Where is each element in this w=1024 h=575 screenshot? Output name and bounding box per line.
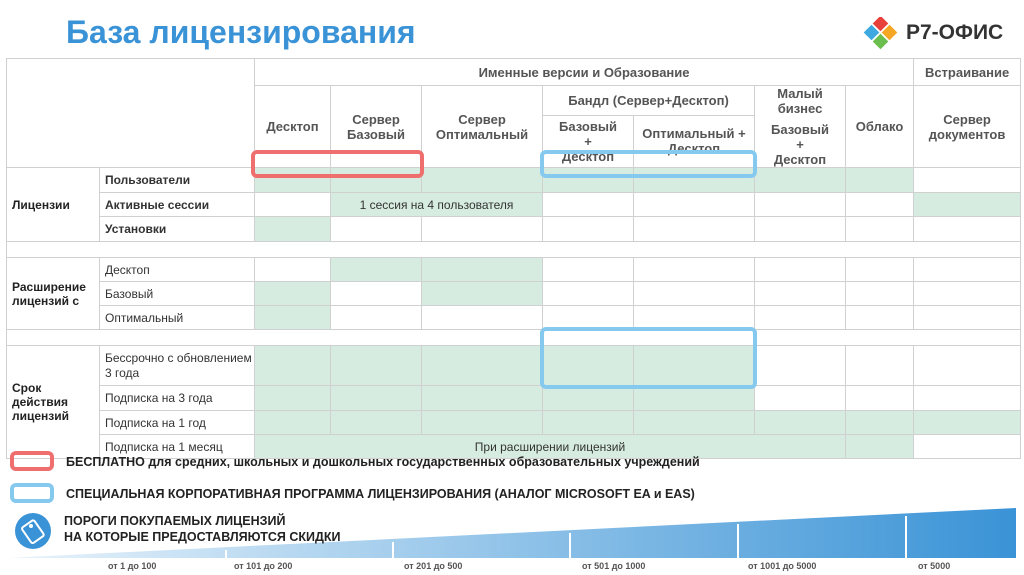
row-perpetual: Бессрочно с обновлением 3 года	[100, 346, 255, 386]
header-cloud: Облако	[846, 86, 914, 168]
thresholds-title-line2: НА КОТОРЫЕ ПРЕДОСТАВЛЯЮТСЯ СКИДКИ	[64, 530, 341, 544]
logo-text: Р7-ОФИС	[906, 21, 1004, 44]
header-doc-server: Сервер документов	[914, 86, 1021, 168]
header-bundle: Бандл (Сервер+Десктоп)	[543, 86, 755, 116]
sub1m-note: При расширении лицензий	[255, 435, 846, 459]
threshold-tick: от 1 до 100	[108, 561, 157, 571]
legend-red-swatch	[10, 451, 54, 471]
header-bundle-optimal: Оптимальный + Десктоп	[634, 115, 755, 167]
header-small-business	[755, 86, 846, 168]
header-server-optimal: Сервер Оптимальный	[422, 86, 543, 168]
licensing-table	[6, 58, 1021, 459]
row-ext-desktop: Десктоп	[100, 258, 255, 282]
discount-tag-icon	[14, 511, 52, 551]
row-users: Пользователи	[100, 168, 255, 193]
thresholds-title	[64, 513, 341, 545]
legend-free: БЕСПЛАТНО для средних, школьных и дошкольных государственных образовательных учреждений	[66, 455, 700, 469]
header-embedding: Встраивание	[914, 59, 1021, 86]
page-title: База лицензирования	[66, 14, 416, 50]
row-sub3y: Подписка на 3 года	[100, 386, 255, 411]
row-sub1m: Подписка на 1 месяц	[100, 435, 255, 459]
legend-corporate: СПЕЦИАЛЬНАЯ КОРПОРАТИВНАЯ ПРОГРАММА ЛИЦЕНЗИРОВАНИЯ (АНАЛОГ MICROSOFT EA и EAS)	[66, 487, 695, 501]
header-server-basic: Сервер Базовый	[331, 86, 422, 168]
header-desktop: Десктоп	[255, 86, 331, 168]
header-small-business-title: Малый бизнес	[777, 86, 823, 116]
threshold-tick: от 101 до 200	[234, 561, 293, 571]
thresholds-title-line1: ПОРОГИ ПОКУПАЕМЫХ ЛИЦЕНЗИЙ	[64, 514, 286, 528]
header-bundle-basic: Базовый + Десктоп	[543, 115, 634, 167]
row-ext-optimal: Оптимальный	[100, 306, 255, 330]
logo-icon	[862, 17, 902, 51]
threshold-tick: от 5000	[918, 561, 951, 571]
row-sub1y: Подписка на 1 год	[100, 411, 255, 435]
logo	[862, 17, 1012, 51]
row-installs: Установки	[100, 217, 255, 242]
sessions-note: 1 сессия на 4 пользователя	[331, 193, 543, 217]
section-extension: Расширение лицензий с	[7, 258, 100, 330]
row-ext-basic: Базовый	[100, 282, 255, 306]
section-licenses: Лицензии	[7, 168, 100, 242]
header-named: Именные версии и Образование	[255, 59, 914, 86]
section-term: Срок действия лицензий	[7, 346, 100, 459]
threshold-tick: от 501 до 1000	[582, 561, 646, 571]
header-sb-basic: Базовый + Десктоп	[771, 122, 829, 167]
row-sessions: Активные сессии	[100, 193, 255, 217]
threshold-tick: от 201 до 500	[404, 561, 463, 571]
legend-blue-swatch	[10, 483, 54, 503]
threshold-tick: от 1001 до 5000	[748, 561, 817, 571]
